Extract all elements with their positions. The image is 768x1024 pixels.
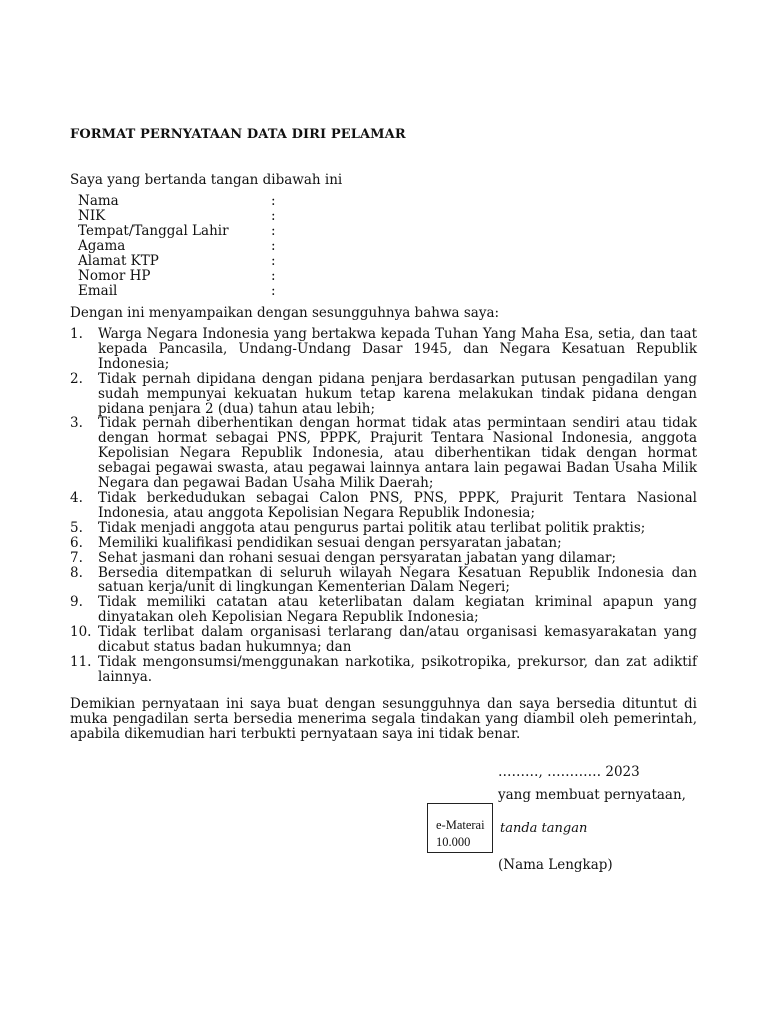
list-item [70,536,697,551]
field-colon: : [271,253,276,269]
field-label: Alamat KTP [78,253,159,269]
item-text: Tidak pernah diberhentikan dengan hormat tidak atas permintaan sendiri atau tidak dengan hormat sebagai PNS, PPPK, Prajurit Tentara Nasional Indonesia, anggota Kepolisian Negara Republik Indonesia, atau diberhentikan tidak dengan hormat sebagai pegawai swasta, atau pegawai lainnya antara lain pegawai Badan Usaha Milik Negara dan pegawai Badan Usaha Milik Daerah; [98,415,697,492]
stamp-label: e-Materai [436,818,485,832]
item-number: 1. [70,326,83,342]
stamp-value: 10.000 [436,835,471,849]
place-date-line: ………, ………… 2023 [498,764,640,780]
list-item [70,551,697,566]
field-colon: : [271,268,276,284]
closing-paragraph: Demikian pernyataan ini saya buat dengan sesungguhnya dan saya bersedia dituntut di muka pengadilan serta bersedia menerima segala tindakan yang diambil oleh pemerintah, apabila dikemudian hari terbukti pernyataan saya ini tidak benar. [70,696,697,742]
item-text: Tidak terlibat dalam organisasi terlarang dan/atau organisasi kemasyarakatan yang dicabut status badan hukumnya; dan [98,624,697,656]
field-label: Email [78,283,118,299]
signer-caption: yang membuat pernyataan, [498,787,686,803]
e-materai-stamp-box [427,803,493,853]
list-item [70,521,697,536]
item-text: Tidak mengonsumsi/menggunakan narkotika, psikotropika, prekursor, dan zat adiktif lainnya. [98,653,697,685]
field-label: Nama [78,193,119,209]
list-item [70,491,697,521]
field-colon: : [271,238,276,254]
item-text: Tidak pernah dipidana dengan pidana penjara berdasarkan putusan pengadilan yang sudah mempunyai kekuatan hukum tetap karena melakukan tindak pidana dengan pidana penjara 2 (dua) tahun atau lebih; [98,370,697,417]
list-item [70,416,697,491]
list-item [70,372,697,417]
list-item [70,566,697,596]
item-number: 8. [70,564,83,581]
list-item [70,327,697,372]
item-text: Tidak menjadi anggota atau pengurus partai politik atau terlibat politik praktis; [98,519,646,536]
field-label: NIK [78,208,106,224]
field-colon: : [271,283,276,299]
item-number: 4. [70,489,83,506]
field-colon: : [271,193,276,209]
item-number: 7. [70,549,83,566]
item-number: 10. [70,624,92,641]
statement-list [70,327,697,685]
document-title: FORMAT PERNYATAAN DATA DIRI PELAMAR [70,127,406,142]
item-text: Tidak memiliki catatan atau keterlibatan dalam kegiatan kriminal apapun yang dinyatakan oleh Kepolisian Negara Republik Indonesia; [98,594,697,626]
list-item [70,655,697,685]
intro-text: Saya yang bertanda tangan dibawah ini [70,172,343,188]
field-label: Tempat/Tanggal Lahir [78,223,229,239]
signer-name: (Nama Lengkap) [498,857,613,873]
item-number: 11. [70,653,92,670]
statement-lead: Dengan ini menyampaikan dengan sesungguhnya bahwa saya: [70,305,500,321]
field-label: Agama [78,238,126,254]
field-colon: : [271,223,276,239]
item-number: 5. [70,519,83,536]
list-item [70,625,697,655]
item-number: 6. [70,534,83,551]
item-number: 3. [70,415,83,432]
item-text: Bersedia ditempatkan di seluruh wilayah Negara Kesatuan Republik Indonesia dan satuan kerja/unit di lingkungan Kementerian Dalam Negeri; [98,564,697,596]
item-text: Warga Negara Indonesia yang bertakwa kepada Tuhan Yang Maha Esa, setia, dan taat kepada Pancasila, Undang-Undang Dasar 1945, dan Negara Kesatuan Republik Indonesia; [98,326,697,372]
field-colon: : [271,208,276,224]
item-number: 9. [70,594,83,611]
field-label: Nomor HP [78,268,151,284]
item-text: Tidak berkedudukan sebagai Calon PNS, PNS, PPPK, Prajurit Tentara Nasional Indonesia, atau anggota Kepolisian Negara Republik Indonesia; [98,489,697,521]
list-item [70,595,697,625]
item-number: 2. [70,370,83,387]
item-text: Sehat jasmani dan rohani sesuai dengan persyaratan jabatan yang dilamar; [98,549,617,566]
signature-placeholder: tanda tangan [500,821,588,836]
item-text: Memiliki kualifikasi pendidikan sesuai dengan persyaratan jabatan; [98,534,562,551]
